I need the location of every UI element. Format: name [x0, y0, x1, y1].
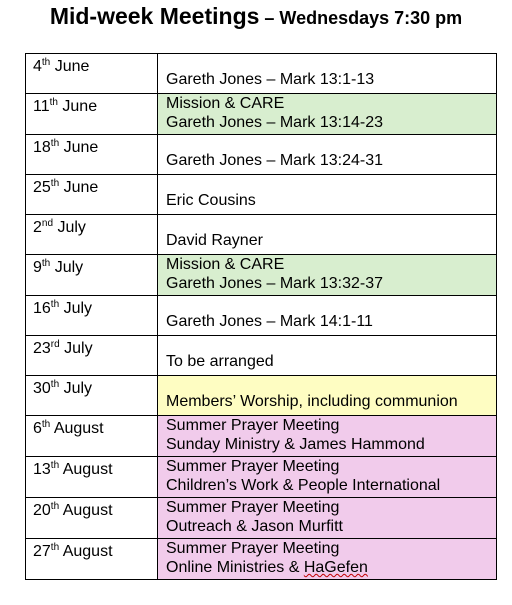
date-day: 2: [33, 219, 42, 236]
meeting-row: [26, 416, 497, 457]
description-line: Children’s Work & People International: [166, 477, 441, 494]
description-line: Mission & CARE: [166, 95, 285, 112]
date-month: June: [50, 58, 90, 75]
meeting-date: [26, 215, 158, 255]
date-ordinal-suffix: th: [41, 57, 51, 68]
meeting-description: [158, 135, 497, 175]
meeting-description: [158, 376, 497, 416]
meeting-row: [26, 336, 497, 376]
description-line: Gareth Jones – Mark 13:24-31: [166, 152, 384, 169]
page-subtitle: – Wednesdays 7:30 pm: [259, 8, 463, 28]
meeting-date: [26, 336, 158, 376]
date-day: 30: [33, 380, 51, 397]
meeting-description: [158, 416, 497, 457]
meeting-description: [158, 94, 497, 135]
description-line: Gareth Jones – Mark 13:14-23: [166, 114, 384, 131]
date-ordinal-suffix: th: [50, 178, 60, 189]
description-line: Summer Prayer Meeting: [166, 540, 340, 557]
meeting-description: [158, 296, 497, 336]
date-month: July: [53, 219, 86, 236]
date-ordinal-suffix: th: [50, 299, 60, 310]
date-ordinal-suffix: th: [50, 501, 60, 512]
date-ordinal-suffix: th: [41, 419, 51, 430]
date-ordinal-suffix: th: [50, 542, 60, 553]
date-day: 27: [33, 543, 51, 560]
date-month: July: [59, 340, 93, 357]
meeting-row: [26, 255, 497, 296]
meeting-description: [158, 457, 497, 498]
meeting-date: [26, 376, 158, 416]
date-month: July: [50, 259, 84, 276]
description-line: David Rayner: [166, 232, 263, 249]
meeting-row: [26, 54, 497, 94]
meeting-description: [158, 539, 497, 580]
date-ordinal-suffix: th: [41, 258, 51, 269]
description-line: Gareth Jones – Mark 13:32-37: [166, 275, 384, 292]
meeting-row: [26, 135, 497, 175]
meeting-row: [26, 175, 497, 215]
date-day: 6: [33, 420, 42, 437]
meetings-table: [25, 53, 497, 580]
meeting-description: [158, 255, 497, 296]
date-month: July: [59, 300, 93, 317]
date-day: 9: [33, 259, 42, 276]
description-line: Online Ministries & HaGefen: [166, 559, 368, 576]
date-month: June: [59, 139, 99, 156]
meeting-date: [26, 135, 158, 175]
meeting-date: [26, 539, 158, 580]
description-line: Sunday Ministry & James Hammond: [166, 436, 425, 453]
date-day: 13: [33, 461, 51, 478]
date-ordinal-suffix: th: [50, 379, 60, 390]
date-day: 23: [33, 340, 51, 357]
meeting-description: [158, 215, 497, 255]
meeting-date: [26, 54, 158, 94]
meeting-description: [158, 498, 497, 539]
date-month: June: [57, 98, 98, 115]
spellcheck-flagged-word: HaGefen: [303, 559, 368, 576]
date-month: August: [59, 543, 113, 560]
description-line: Members’ Worship, including communion: [166, 393, 458, 410]
date-ordinal-suffix: nd: [41, 218, 54, 229]
meeting-date: [26, 94, 158, 135]
date-month: June: [59, 179, 99, 196]
meeting-description: [158, 54, 497, 94]
meeting-date: [26, 255, 158, 296]
meeting-row: [26, 296, 497, 336]
meeting-date: [26, 296, 158, 336]
date-ordinal-suffix: th: [50, 460, 60, 471]
description-line: Gareth Jones – Mark 14:1-11: [166, 313, 373, 330]
description-line: Outreach & Jason Murfitt: [166, 518, 343, 535]
meeting-date: [26, 498, 158, 539]
date-day: 25: [33, 179, 51, 196]
description-line: Gareth Jones – Mark 13:1-13: [166, 71, 375, 88]
meeting-date: [26, 457, 158, 498]
date-ordinal-suffix: th: [50, 138, 60, 149]
date-ordinal-suffix: th: [49, 97, 58, 108]
description-line: To be arranged: [166, 353, 274, 370]
date-month: August: [59, 461, 113, 478]
date-month: August: [50, 420, 104, 437]
date-day: 16: [33, 300, 51, 317]
date-day: 11: [33, 98, 50, 115]
meetings-table-body: [26, 54, 497, 580]
date-day: 20: [33, 502, 51, 519]
meeting-row: [26, 376, 497, 416]
meeting-row: [26, 498, 497, 539]
page-title: Mid-week Meetings: [49, 3, 260, 29]
meeting-date: [26, 175, 158, 215]
date-month: August: [59, 502, 113, 519]
meeting-date: [26, 416, 158, 457]
meeting-description: [158, 336, 497, 376]
date-ordinal-suffix: rd: [50, 339, 60, 350]
description-line: Summer Prayer Meeting: [166, 458, 340, 475]
date-day: 18: [33, 139, 51, 156]
description-line: Mission & CARE: [166, 256, 285, 273]
meeting-row: [26, 94, 497, 135]
page-heading: [0, 3, 512, 30]
description-line: Summer Prayer Meeting: [166, 499, 340, 516]
date-month: July: [59, 380, 93, 397]
date-day: 4: [33, 58, 42, 75]
meeting-row: [26, 457, 497, 498]
meeting-row: [26, 539, 497, 580]
meeting-description: [158, 175, 497, 215]
description-line: Eric Cousins: [166, 192, 256, 209]
meeting-row: [26, 215, 497, 255]
description-line: Summer Prayer Meeting: [166, 417, 340, 434]
